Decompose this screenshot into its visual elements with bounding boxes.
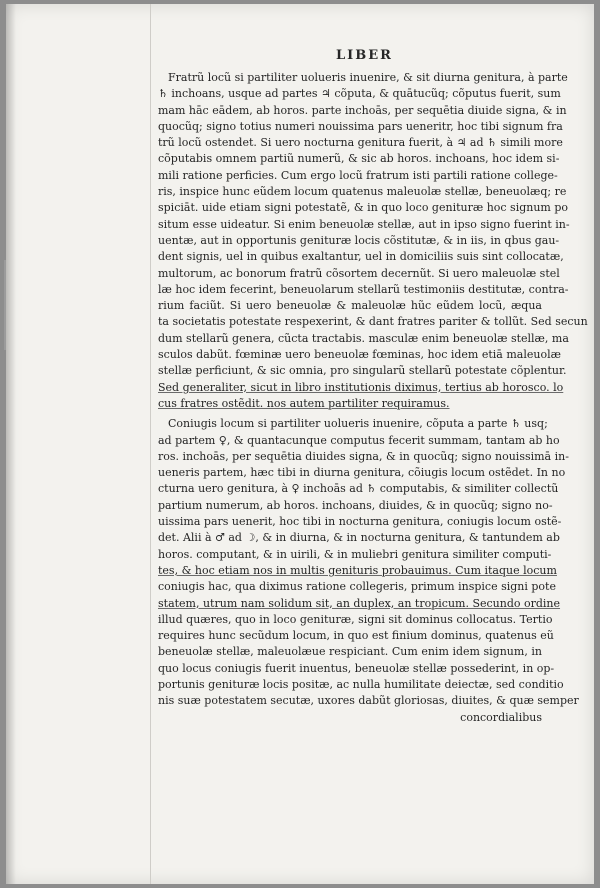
text-line: mili ratione perficies. Cum ergo locũ fratrum isti partili ratione college- — [158, 168, 558, 182]
running-head: LIBER — [336, 48, 393, 63]
text-line: cõputabis omnem partiũ numerũ, & sic ab horos. inchoans, hoc idem si- — [158, 152, 560, 166]
text-line: tes, & hoc etiam nos in multis genituris probauimus. Cum itaque locum — [158, 563, 557, 577]
text-line: partium numerum, ab horos. inchoans, diuides, & in quocũq; signo no- — [158, 498, 553, 512]
text-line: multorum, ac bonorum fratrũ cõsortem decernũt. Si uero maleuolæ stel — [158, 266, 560, 280]
text-line: ad partem ♀, & quantacunque computus fecerit summam, tantam ab ho — [158, 433, 560, 447]
body-text — [158, 70, 588, 726]
text-line: cus fratres ostẽdit. nos autem partiliter requiramus. — [158, 396, 450, 410]
text-line: uissima pars uenerit, hoc tibi in nocturna genitura, coniugis locum ostẽ- — [158, 515, 562, 529]
paragraph-coniugis — [158, 416, 579, 709]
text-line: situm esse uideatur. Si enim beneuolæ stellæ, aut in ipso signo fuerint in- — [158, 217, 570, 231]
text-line: quocũq; signo totius numeri nouissima pars ueneritr, hoc tibi signum fra — [158, 119, 563, 133]
page-gutter-shadow — [6, 4, 16, 884]
text-line: nis suæ potestatem secutæ, uxores dabũt gloriosas, diuites, & quæ semper — [158, 694, 579, 708]
text-line: requires hunc secũdum locum, in quo est finium dominus, quatenus eũ — [158, 629, 554, 643]
text-line: beneuolæ stellæ, maleuolæue respiciant. Cum enim idem signum, in — [158, 645, 542, 659]
text-line: sculos dabũt. fœminæ uero beneuolæ fœminas, hoc idem etiā maleuolæ — [158, 348, 561, 362]
text-line: quo locus coniugis fuerit inuentus, beneuolæ stellæ possederint, in op- — [158, 661, 555, 675]
text-line: Sed generaliter, sicut in libro institutionis diximus, tertius ab horosco. lo — [158, 380, 564, 394]
margin-rule — [150, 4, 151, 884]
text-line: Coniugis locum si partiliter uolueris inuenire, cõputa a parte ♄ usq; — [168, 417, 548, 431]
text-line: Fratrũ locũ si partiliter uolueris inuenire, & sit diurna genitura, à parte — [168, 71, 568, 84]
text-line: statem, utrum nam solidum sit, an duplex, an tropicum. Secundo ordine — [158, 596, 561, 610]
text-line: dum stellarũ genera, cũcta tractabis. masculæ enim beneuolæ stellæ, ma — [158, 331, 569, 345]
paragraph-fratres — [158, 70, 588, 412]
text-line: coniugis hac, qua diximus ratione collegeris, primum inspice signi pote — [158, 580, 556, 594]
text-line: ta societatis potestate respexerint, & dant fratres pariter & tollũt. Sed secun — [158, 315, 588, 329]
text-line: ris, inspice hunc eũdem locum quatenus maleuolæ stellæ, beneuolæq; re — [158, 185, 567, 199]
text-line: det. Alii à ♂ ad ☽, & in diurna, & in nocturna genitura, & tantundem ab — [158, 531, 560, 545]
text-line: mam hāc eādem, ab horos. parte inchoās, per sequētia diuide signa, & in — [158, 103, 567, 117]
text-line: ueneris partem, hæc tibi in diurna genitura, cõiugis locum ostẽdet. In no — [158, 466, 566, 480]
text-line: portunis genituræ locis positæ, ac nulla humilitate deiectæ, sed conditio — [158, 677, 564, 691]
text-line: ♄ inchoans, usque ad partes ♃ cõputa, & quātucũq; cõputus fuerit, sum — [158, 87, 561, 101]
text-line: illud quæres, quo in loco genituræ, signi sit dominus collocatus. Tertio — [158, 612, 553, 626]
text-line: læ hoc idem fecerint, beneuolarum stellarũ testimoniis destitutæ, contra- — [158, 282, 569, 296]
text-line: trũ locũ ostendet. Si uero nocturna genitura fuerit, à ♃ ad ♄ simili more — [158, 136, 563, 150]
margin-scan-mark — [4, 260, 6, 350]
text-line: spiciāt. uide etiam signi potestatẽ, & in quo loco genituræ hoc signum po — [158, 201, 569, 215]
text-line: dent signis, uel in quibus exaltantur, uel in domiciliis suis sint collocatæ, — [158, 250, 564, 264]
text-line: stellæ perficiunt, & sic omnia, pro singularũ stellarũ potestate cõplentur. — [158, 364, 567, 378]
text-line: ros. inchoās, per sequētia diuides signa, & in quocũq; signo nouissimā in- — [158, 449, 569, 463]
text-line: cturna uero genitura, à ♀ inchoās ad ♄ computabis, & similiter collectũ — [158, 482, 559, 496]
text-line: rium faciũt. Si uero beneuolæ & maleuolæ hũc eũdem locũ, æqua — [158, 299, 542, 313]
text-line: horos. computant, & in uirili, & in muliebri genitura similiter computi- — [158, 547, 552, 561]
text-line: uentæ, aut in opportunis genituræ locis cõstitutæ, & in iis, in qbus gau- — [158, 233, 560, 247]
catchword: concordialibus — [460, 710, 542, 724]
